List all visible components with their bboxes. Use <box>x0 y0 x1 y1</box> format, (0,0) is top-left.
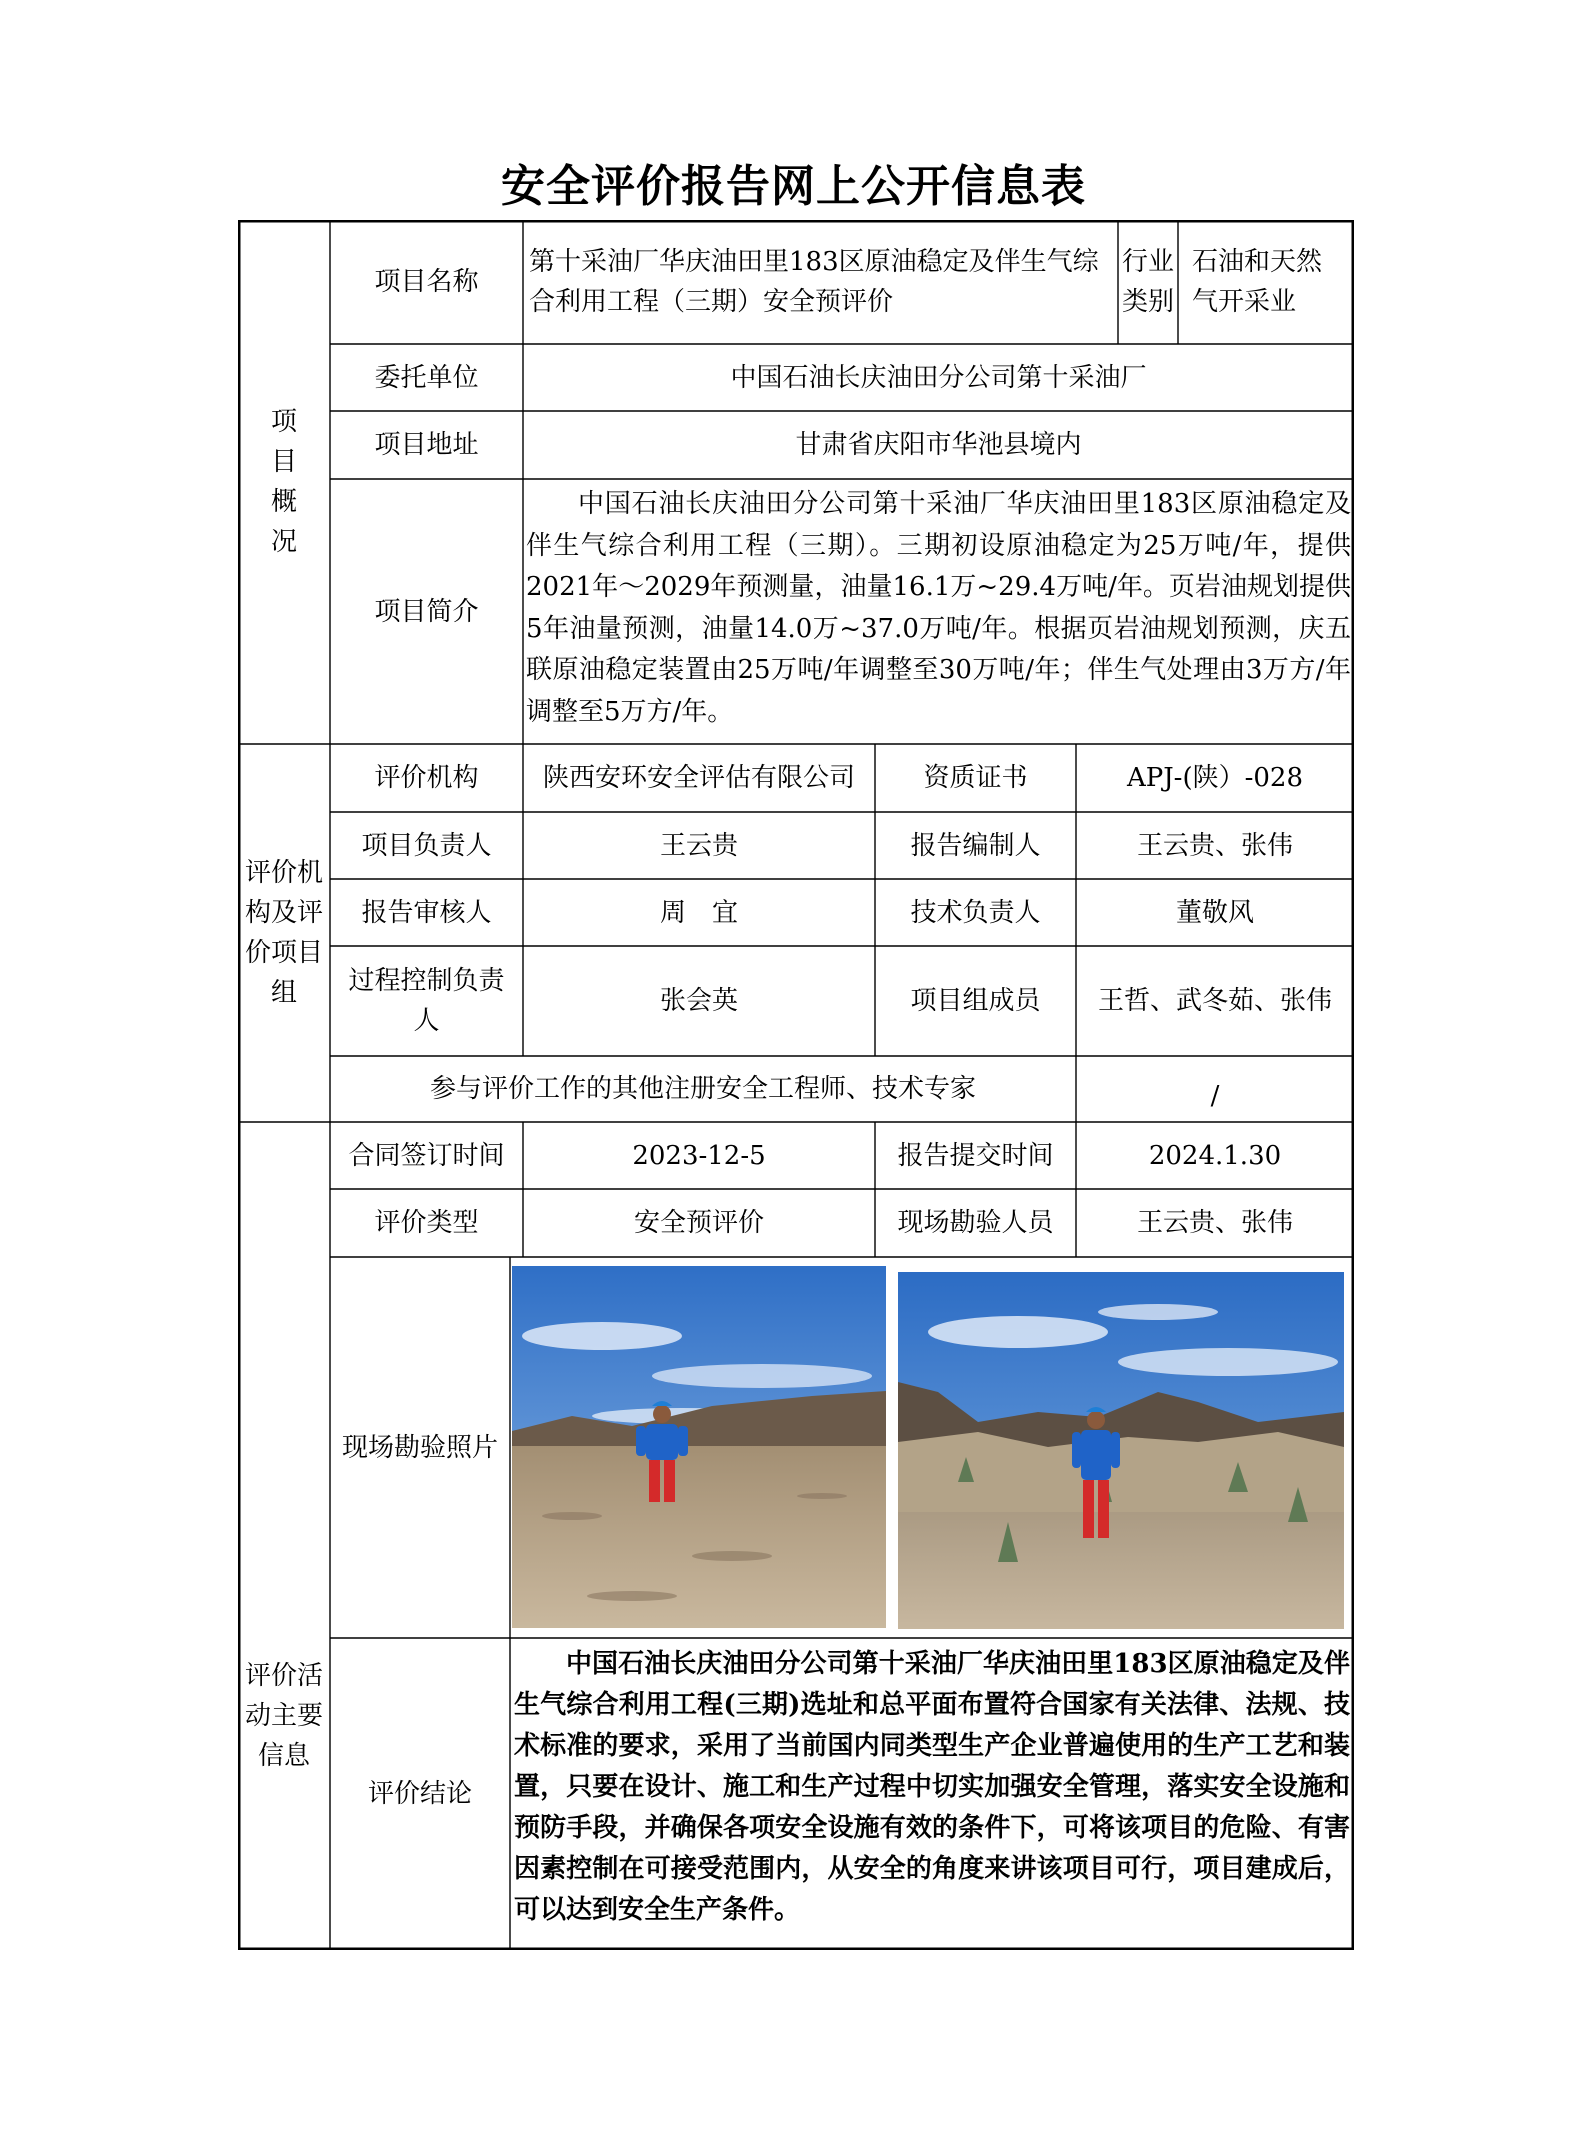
tech-value: 董敬风 <box>1175 897 1254 928</box>
contract-value: 2023-12-5 <box>632 1140 766 1171</box>
section-activity-label: 评价活动主要信息 <box>244 1661 323 1771</box>
survey-label: 现场勘验人员 <box>897 1208 1054 1238</box>
leader-label: 项目负责人 <box>361 830 492 861</box>
info-table <box>238 220 1354 1950</box>
type-value: 安全预评价 <box>633 1208 764 1238</box>
site-photo-2 <box>898 1272 1344 1629</box>
section-team-label: 评价机构及评价项目组 <box>244 858 323 1008</box>
org-label: 评价机构 <box>374 763 479 793</box>
survey-value: 王云贵、张伟 <box>1136 1208 1293 1238</box>
tech-label: 技术负责人 <box>910 897 1041 928</box>
process-label: 过程控制负责人 <box>348 966 505 1036</box>
conclusion-value: 中国石油长庆油田分公司第十采油厂华庆油田里183区原油稳定及伴生气综合利用工程(三期)选址和总平面布置符合国家有关法律、法规、技术标准的要求，采用了当前国内同类型生产企业普遍使用的生产工艺和装置，只要在设计、施工和生产过程中切实加强安全管理，落实安全设施和预防手段，并确保各项安全设施有效的条件下，可将该项目的危险、有害因素控制在可接受范围内，从安全的角度来讲该项目可行，项目建成后，可以达到安全生产条件。 <box>514 1649 1350 1925</box>
members-label: 项目组成员 <box>910 986 1041 1016</box>
industry-value: 石油和天然气开采业 <box>1192 247 1323 317</box>
cert-value: APJ-(陕）-028 <box>1126 763 1304 793</box>
others-value: / <box>1210 1081 1220 1111</box>
submit-value: 2024.1.30 <box>1148 1140 1282 1171</box>
org-value: 陕西安环安全评估有限公司 <box>542 763 855 793</box>
reviewer-label: 报告审核人 <box>361 897 492 928</box>
others-label: 参与评价工作的其他注册安全工程师、技术专家 <box>429 1074 976 1104</box>
page-title: 安全评价报告网上公开信息表 <box>501 161 1086 212</box>
contract-label: 合同签订时间 <box>348 1140 505 1171</box>
client-label: 委托单位 <box>374 362 479 393</box>
industry-label: 行业类别 <box>1122 247 1175 317</box>
conclusion-label: 评价结论 <box>367 1779 472 1809</box>
address-value: 甘肃省庆阳市华池县境内 <box>795 430 1082 460</box>
submit-label: 报告提交时间 <box>897 1140 1054 1171</box>
reviewer-value: 周 宜 <box>659 897 738 928</box>
cert-label: 资质证书 <box>923 763 1028 793</box>
intro-label: 项目简介 <box>374 596 479 627</box>
photos-label: 现场勘验照片 <box>341 1432 498 1463</box>
site-photo-1 <box>512 1266 886 1628</box>
section-overview-label: 项目概况 <box>270 407 297 557</box>
members-value: 王哲、武冬茹、张伟 <box>1097 986 1332 1016</box>
author-label: 报告编制人 <box>910 830 1041 861</box>
client-value: 中国石油长庆油田分公司第十采油厂 <box>730 362 1147 393</box>
leader-value: 王云贵 <box>659 830 738 861</box>
project-name-label: 项目名称 <box>374 267 479 297</box>
process-value: 张会英 <box>659 986 738 1016</box>
author-value: 王云贵、张伟 <box>1136 830 1293 861</box>
intro-value: 中国石油长庆油田分公司第十采油厂华庆油田里183区原油稳定及伴生气综合利用工程（三期）。三期初设原油稳定为25万吨/年，提供2021年～2029年预测量，油量16.1万~29.4万吨/年。页岩油规划提供5年油量预测，油量14.0万~37.0万吨/年。根据页岩油规划预测，庆五联原油稳定装置由25万吨/年调整至30万吨/年；伴生气处理由3万方/年调整至5万方/年。 <box>526 489 1351 727</box>
type-label: 评价类型 <box>374 1208 479 1238</box>
address-label: 项目地址 <box>374 430 479 460</box>
project-name-value: 第十采油厂华庆油田里183区原油稳定及伴生气综合利用工程（三期）安全预评价 <box>529 247 1099 317</box>
